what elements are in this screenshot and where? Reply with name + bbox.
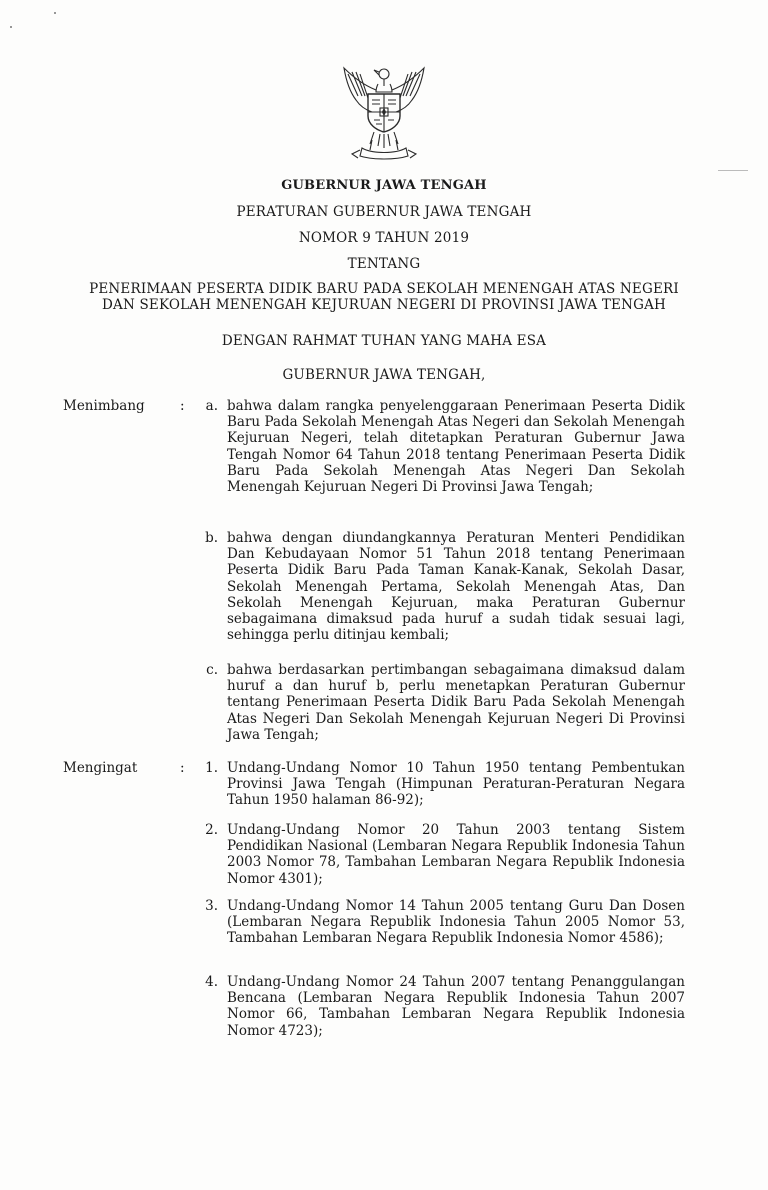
menimbang-item-b: bahwa dengan diundangkannya Peraturan Menteri Pendidikan Dan Kebudayaan Nomor 51 Tahun 2018 tentang Penerimaan Peserta Didik Baru Pada Taman Kanak-Kanak, Sekolah Dasar, Sekolah Menengah Pertama, Sekolah Menengah Atas, Dan Sekolah Menengah Kejuruan, maka Peraturan Gubernur sebagaimana dimaksud pada huruf a sudah tidak sesuai lagi, sehingga perlu ditinjau kembali; xyxy=(227,530,685,644)
mengingat-item-1: Undang-Undang Nomor 10 Tahun 1950 tentang Pembentukan Provinsi Jawa Tengah (Himpunan Peraturan-Peraturan Negara Tahun 1950 halaman 86-92); xyxy=(227,760,685,809)
menimbang-item-a: bahwa dalam rangka penyelenggaraan Penerimaan Peserta Didik Baru Pada Sekolah Menengah Atas Negeri dan Sekolah Menengah Kejuruan Negeri, telah ditetapkan Peraturan Gubernur Jawa Tengah Nomor 64 Tahun 2018 tentang Penerimaan Peserta Didik Baru Pada Sekolah Menengah Atas Negeri Dan Sekolah Menengah Kejuruan Negeri Di Provinsi Jawa Tengah; xyxy=(227,398,685,496)
mengingat-marker-1: 1. xyxy=(205,760,218,776)
regulation-title-line1: PENERIMAAN PESERTA DIDIK BARU PADA SEKOLAH MENENGAH ATAS NEGERI xyxy=(89,281,679,297)
menimbang-colon: : xyxy=(180,398,185,414)
menimbang-marker-b: b. xyxy=(205,530,218,546)
mengingat-item-3: Undang-Undang Nomor 14 Tahun 2005 tentang Guru Dan Dosen (Lembaran Negara Republik Indonesia Tahun 2005 Nomor 53, Tambahan Lembaran Negara Republik Indonesia Nomor 4586); xyxy=(227,898,685,947)
mengingat-label: Mengingat xyxy=(63,760,138,776)
scan-speck xyxy=(10,26,12,28)
about-heading: TENTANG xyxy=(347,256,421,272)
menimbang-item-c: bahwa berdasarkan pertimbangan sebagaimana dimaksud dalam huruf a dan huruf b, perlu menetapkan Peraturan Gubernur tentang Penerimaan Peserta Didik Baru Pada Sekolah Menengah Atas Negeri Dan Sekolah Menengah Kejuruan Negeri Di Provinsi Jawa Tengah; xyxy=(227,662,685,743)
mengingat-marker-2: 2. xyxy=(205,822,218,838)
menimbang-marker-a: a. xyxy=(205,398,218,414)
regulation-type: PERATURAN GUBERNUR JAWA TENGAH xyxy=(236,204,532,220)
garuda-pancasila-emblem-icon xyxy=(336,60,432,168)
regulation-number: NOMOR 9 TAHUN 2019 xyxy=(298,230,470,246)
menimbang-label: Menimbang xyxy=(63,398,145,414)
mengingat-marker-3: 3. xyxy=(205,898,218,914)
authority: GUBERNUR JAWA TENGAH, xyxy=(282,367,486,383)
mengingat-item-2: Undang-Undang Nomor 20 Tahun 2003 tentang Sistem Pendidikan Nasional (Lembaran Negara Republik Indonesia Tahun 2003 Nomor 78, Tambahan Lembaran Negara Republik Indonesia Nomor 4301); xyxy=(227,822,685,887)
issuer-title: GUBERNUR JAWA TENGAH xyxy=(281,178,487,193)
scan-speck xyxy=(54,12,56,14)
mengingat-item-4: Undang-Undang Nomor 24 Tahun 2007 tentang Penanggulangan Bencana (Lembaran Negara Republik Indonesia Tahun 2007 Nomor 66, Tambahan Lembaran Negara Republik Indonesia Nomor 4723); xyxy=(227,974,685,1039)
scan-speck xyxy=(718,170,748,171)
menimbang-marker-c: c. xyxy=(206,662,218,678)
regulation-title-line2: DAN SEKOLAH MENENGAH KEJURUAN NEGERI DI PROVINSI JAWA TENGAH xyxy=(101,297,667,313)
mengingat-colon: : xyxy=(180,760,185,776)
mengingat-marker-4: 4. xyxy=(205,974,218,990)
preamble: DENGAN RAHMAT TUHAN YANG MAHA ESA xyxy=(221,333,547,349)
